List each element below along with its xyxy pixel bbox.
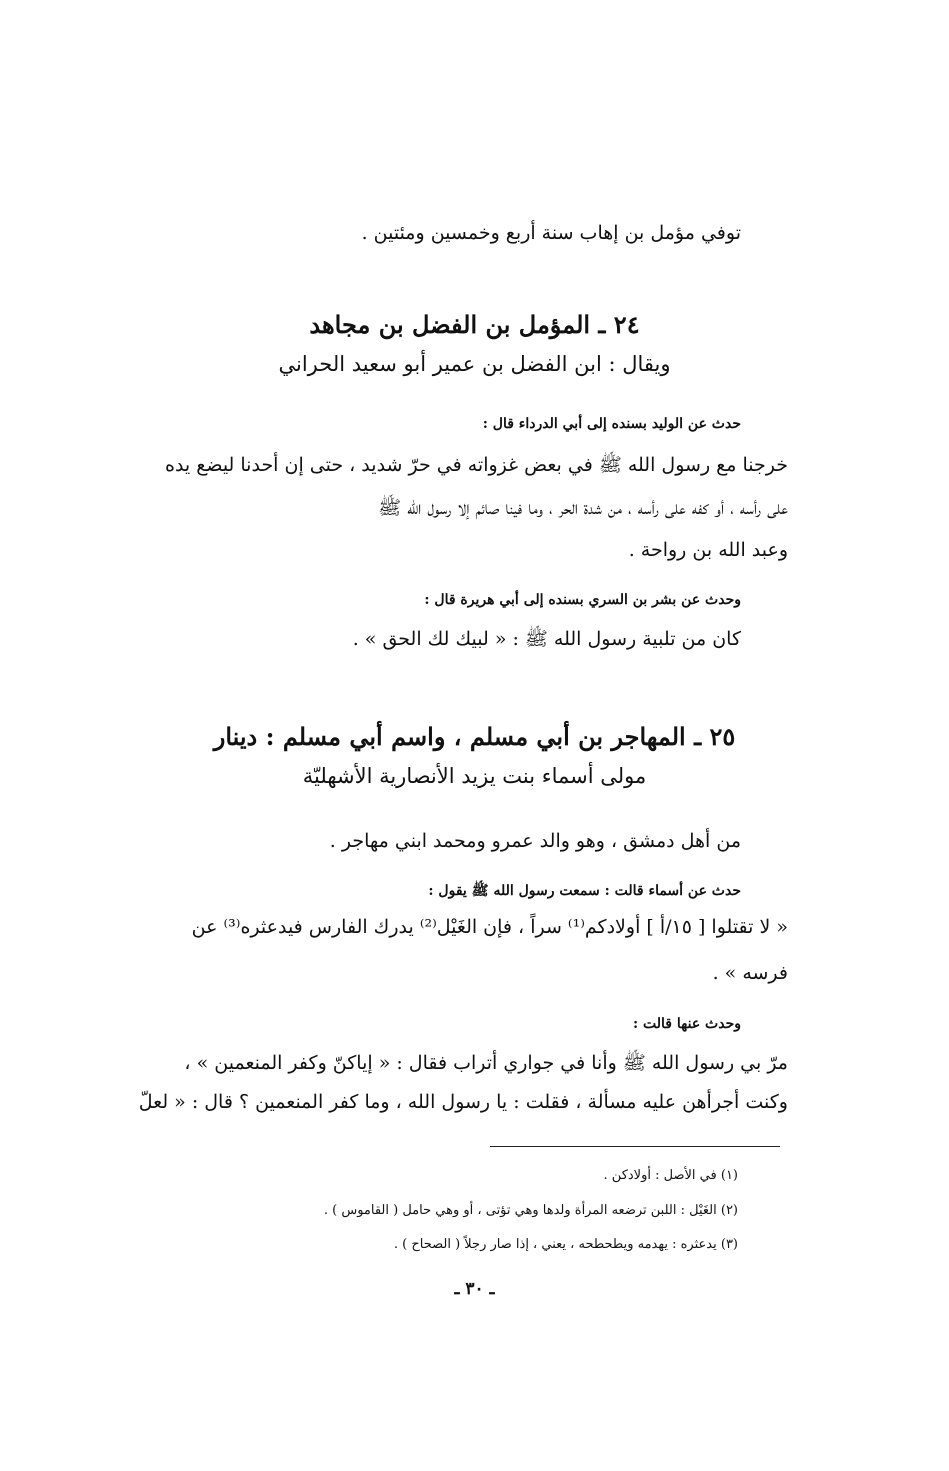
section-24-heading: ٢٤ ـ المؤمل بن الفضل بن مجاهد [309,310,640,339]
hadith-25-1-isnad: حدث عن أسماء قالت : سمعت رسول الله ﷺ يقول : [428,883,741,899]
hadith-24-1-line-1: خرجنا مع رسول الله ﷺ في بعض غزواته في حرّ شديد ، حتى إن أحدنا ليضع يده [164,454,788,476]
footnote-separator [490,1146,780,1147]
hadith-25-1-line-1: « لا تقتلوا [ ١٥/أ ] أولادكم⁽¹⁾ سراً ، فإن الغَيْل⁽²⁾ يدرك الفارس فيدعثره⁽³⁾ عن [191,916,788,938]
footnote-2: (٢) الغَيْل : اللبن ترضعه المرأة ولدها وهي تؤتى ، أو وهي حامل ( القاموس ) . [323,1203,738,1218]
hadith-24-1-line-3: وعبد الله بن رواحة . [628,539,788,561]
section-24-subheading: ويقال : ابن الفضل بن عمير أبو سعيد الحراني [278,352,671,376]
section-25-heading: ٢٥ ـ المهاجر بن أبي مسلم ، واسم أبي مسلم : دينار [213,722,736,751]
section-25-intro: من أهل دمشق ، وهو والد عمرو ومحمد ابني مهاجر . [329,830,741,852]
hadith-25-2-line-2: وكنت أجرأهن عليه مسألة ، فقلت : يا رسول الله ، وما كفر المنعمين ؟ قال : « لعلّ [138,1091,788,1113]
intro-line: توفي مؤمل بن إهاب سنة أربع وخمسين ومئتين . [361,222,741,244]
hadith-24-2-isnad: وحدث عن بشر بن السري بسنده إلى أبي هريرة قال : [424,592,741,608]
hadith-24-2-text: كان من تلبية رسول الله ﷺ : « لبيك لك الحق » . [352,628,741,650]
hadith-24-1-line-2: على رأسه ، أو كفه على رأسه ، من شدة الحر ، وما فينا صائم إلا رسول الله ﷺ [378,497,788,519]
page-number: ـ ٣٠ ـ [454,1279,495,1299]
footnote-3: (٣) يدعثره : يهدمه ويطحطحه ، يعني ، إذا صار رجلاً ( الصحاح ) . [393,1237,738,1252]
hadith-25-1-line-2: فرسه » . [712,962,788,984]
hadith-25-2-isnad: وحدث عنها قالت : [632,1016,741,1032]
footnote-1: (١) في الأصل : أولادكن . [603,1168,738,1183]
hadith-25-2-line-1: مرّ بي رسول الله ﷺ وأنا في جواري أتراب فقال : « إياكنّ وكفر المنعمين » ، [184,1052,788,1074]
section-25-subheading: مولى أسماء بنت يزيد الأنصارية الأشهليّة [302,764,647,788]
hadith-24-1-isnad: حدث عن الوليد بسنده إلى أبي الدرداء قال : [482,416,741,432]
